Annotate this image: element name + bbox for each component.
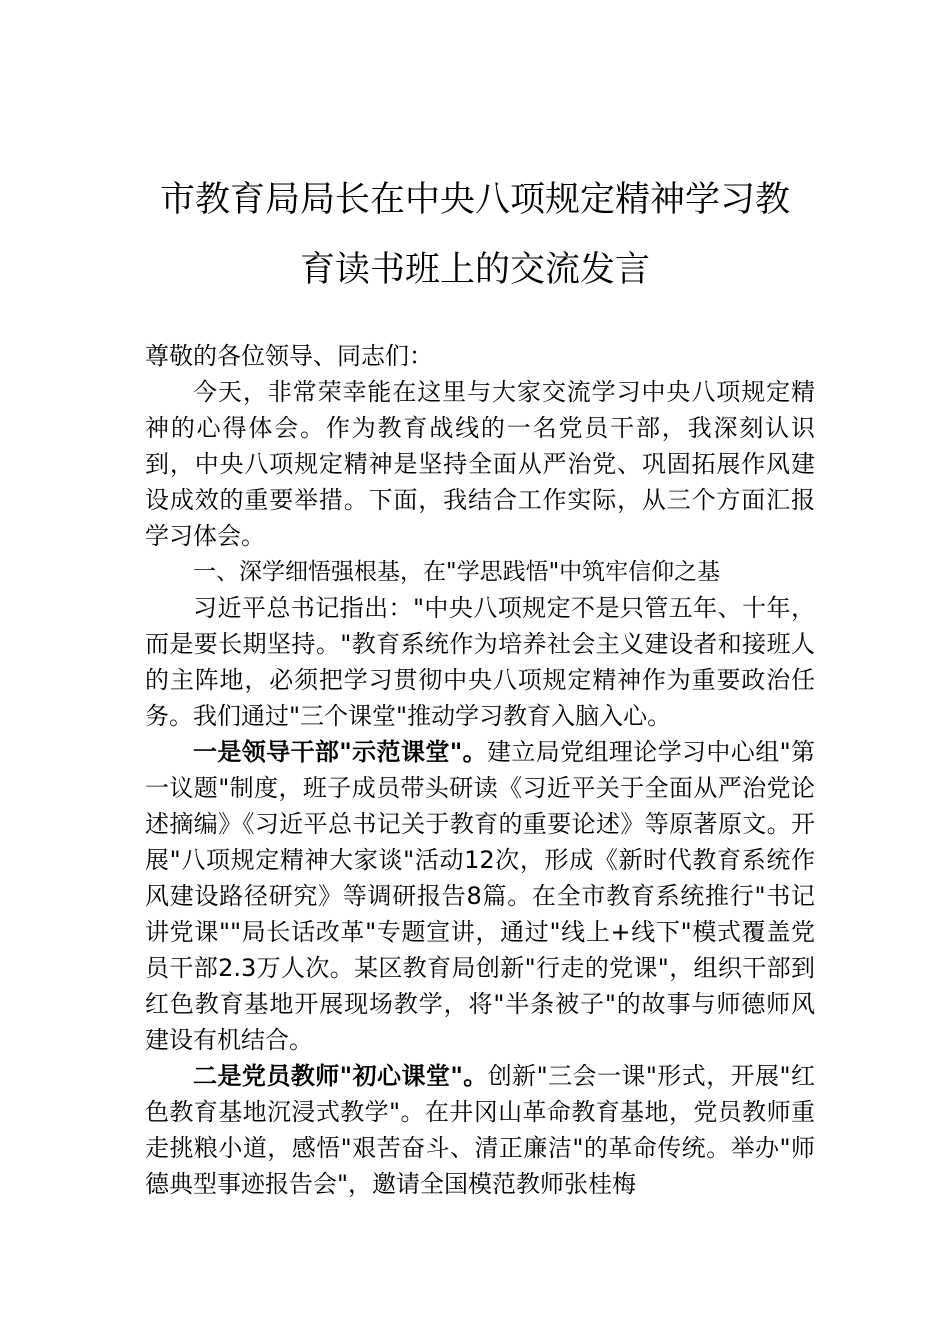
point-2-lead: 二是党员教师"初心课堂"。 — [193, 1062, 488, 1090]
document-title-line-1: 市教育局局长在中央八项规定精神学习教 — [159, 180, 790, 220]
salutation: 尊敬的各位领导、同志们： — [145, 342, 433, 370]
point-1-lead: 一是领导干部"示范课堂"。 — [193, 738, 487, 766]
point-1-text: 建立局党组理论学习中心组"第一议题"制度，班子成员带头研读《习近平关于全面从严治党论述摘编》《习近平总书记关于教育的重要论述》等原著原文。开展"八项规定精神大家谈"活动12次，形成《新时代教育系统作风建设路径研究》等调研报告8篇。在全市教育系统推行"书记讲党课""局长话改革"专题宣讲，通过"线上+线下"模式覆盖党员干部2.3万人次。某区教育局创新"行走的党课"，组织干部到红色教育基地开展现场教学，将"半条被子"的故事与师德师风建设有机结合。 — [145, 738, 815, 1054]
document-title-line-2: 育读书班上的交流发言 — [299, 250, 650, 290]
section-1-heading: 一、深学细悟强根基，在"学思践悟"中筑牢信仰之基 — [193, 559, 721, 585]
point-2-text: 创新"三会一课"形式，开展"红色教育基地沉浸式教学"。在井冈山革命教育基地，党员教师重走挑粮小道，感悟"艰苦奋斗、清正廉洁"的革命传统。举办"师德典型事迹报告会"，邀请全国模范教师张桂梅 — [145, 1062, 815, 1198]
point-1-paragraph — [145, 734, 815, 1058]
document-body — [145, 338, 815, 1202]
point-2-paragraph — [145, 1058, 815, 1202]
section-1-paragraph: 习近平总书记指出："中央八项规定不是只管五年、十年，而是要长期坚持。"教育系统作为培养社会主义建设者和接班人的主阵地，必须把学习贯彻中央八项规定精神作为重要政治任务。我们通过"三个课堂"推动学习教育入脑入心。 — [145, 594, 815, 730]
intro-paragraph: 今天，非常荣幸能在这里与大家交流学习中央八项规定精神的心得体会。作为教育战线的一名党员干部，我深刻认识到，中央八项规定精神是坚持全面从严治党、巩固拓展作风建设成效的重要举措。下面，我结合工作实际，从三个方面汇报学习体会。 — [145, 378, 815, 550]
